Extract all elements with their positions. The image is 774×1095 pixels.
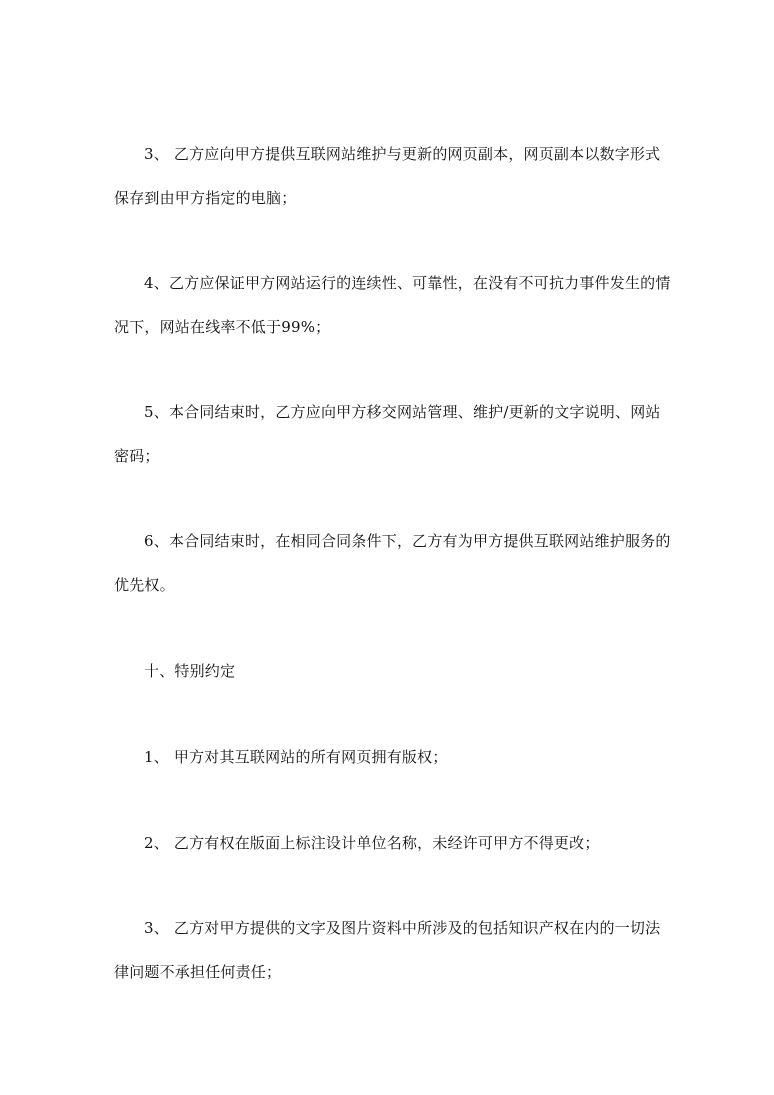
paragraph-4-line-2: 况下，网站在线率不低于99%； (114, 318, 331, 336)
paragraph-5-line-1: 5、本合同结束时，乙方应向甲方移交网站管理、维护/更新的文字说明、网站 (144, 403, 661, 421)
section-heading-special-terms: 十、特别约定 (144, 662, 236, 680)
special-term-1: 1、 甲方对其互联网站的所有网页拥有版权； (144, 748, 448, 766)
paragraph-6-line-2: 优先权。 (114, 576, 175, 594)
paragraph-3-line-1: 3、 乙方应向甲方提供互联网站维护与更新的网页副本，网页副本以数字形式 (144, 145, 661, 163)
special-term-3-line-1: 3、 乙方对甲方提供的文字及图片资料中所涉及的包括知识产权在内的一切法 (144, 919, 661, 937)
paragraph-6-line-1: 6、本合同结束时，在相同合同条件下，乙方有为甲方提供互联网站维护服务的 (144, 532, 671, 550)
special-term-2: 2、 乙方有权在版面上标注设计单位名称，未经许可甲方不得更改； (144, 834, 600, 852)
paragraph-5-line-2: 密码； (114, 447, 160, 465)
special-term-3-line-2: 律问题不承担任何责任； (114, 963, 282, 981)
paragraph-3-line-2: 保存到由甲方指定的电脑； (114, 189, 297, 207)
paragraph-4-line-1: 4、乙方应保证甲方网站运行的连续性、可靠性，在没有不可抗力事件发生的情 (144, 274, 671, 292)
